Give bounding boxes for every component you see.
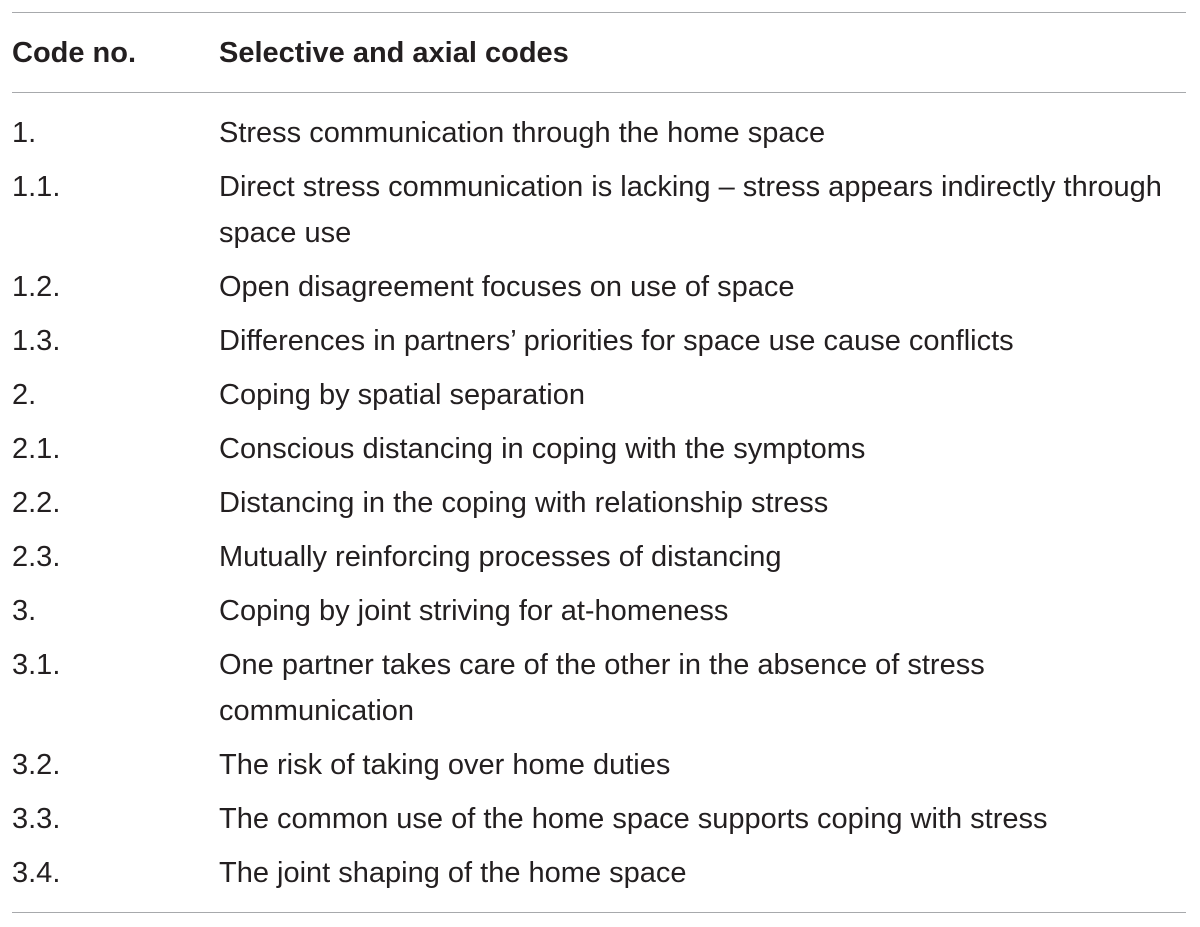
header-code-no: Code no. [12,37,137,69]
row-description: The common use of the home space supports coping with stress [219,803,1048,835]
row-description: Conscious distancing in coping with the symptoms [219,433,866,465]
table-row [0,164,1200,256]
row-description: Distancing in the coping with relationship stress [219,487,829,519]
row-description: Direct stress communication is lacking – stress appears indirectly through space use [219,171,1162,249]
row-code: 3.1. [12,649,61,681]
table-top-rule [12,12,1186,13]
table-header-row [0,30,1200,76]
row-description: The risk of taking over home duties [219,749,671,781]
row-code: 1. [12,117,37,149]
row-description: Coping by joint striving for at-homeness [219,595,729,627]
row-code: 1.3. [12,325,61,357]
row-code: 1.2. [12,271,61,303]
table-row [0,318,1200,364]
table-row [0,796,1200,842]
table-body [0,110,1200,904]
row-code: 3. [12,595,37,627]
table-row [0,588,1200,634]
row-description: Stress communication through the home space [219,117,826,149]
table-row [0,742,1200,788]
table-row [0,642,1200,734]
row-description: Mutually reinforcing processes of distancing [219,541,782,573]
row-code: 2.1. [12,433,61,465]
table-row [0,264,1200,310]
row-code: 3.4. [12,857,61,889]
table-row [0,850,1200,896]
table-row [0,372,1200,418]
row-code: 2.2. [12,487,61,519]
table-row [0,110,1200,156]
row-code: 3.3. [12,803,61,835]
row-code: 3.2. [12,749,61,781]
table-row [0,534,1200,580]
table-bottom-rule [12,912,1186,913]
row-description: The joint shaping of the home space [219,857,687,889]
header-selective-axial-codes: Selective and axial codes [219,37,569,69]
table-row [0,426,1200,472]
row-description: Open disagreement focuses on use of space [219,271,795,303]
row-code: 2. [12,379,37,411]
row-description: One partner takes care of the other in the absence of stress communication [219,649,985,727]
table-row [0,480,1200,526]
row-description: Coping by spatial separation [219,379,585,411]
table-header-rule [12,92,1186,93]
row-description: Differences in partners’ priorities for space use cause conflicts [219,325,1014,357]
row-code: 2.3. [12,541,61,573]
row-code: 1.1. [12,171,61,203]
